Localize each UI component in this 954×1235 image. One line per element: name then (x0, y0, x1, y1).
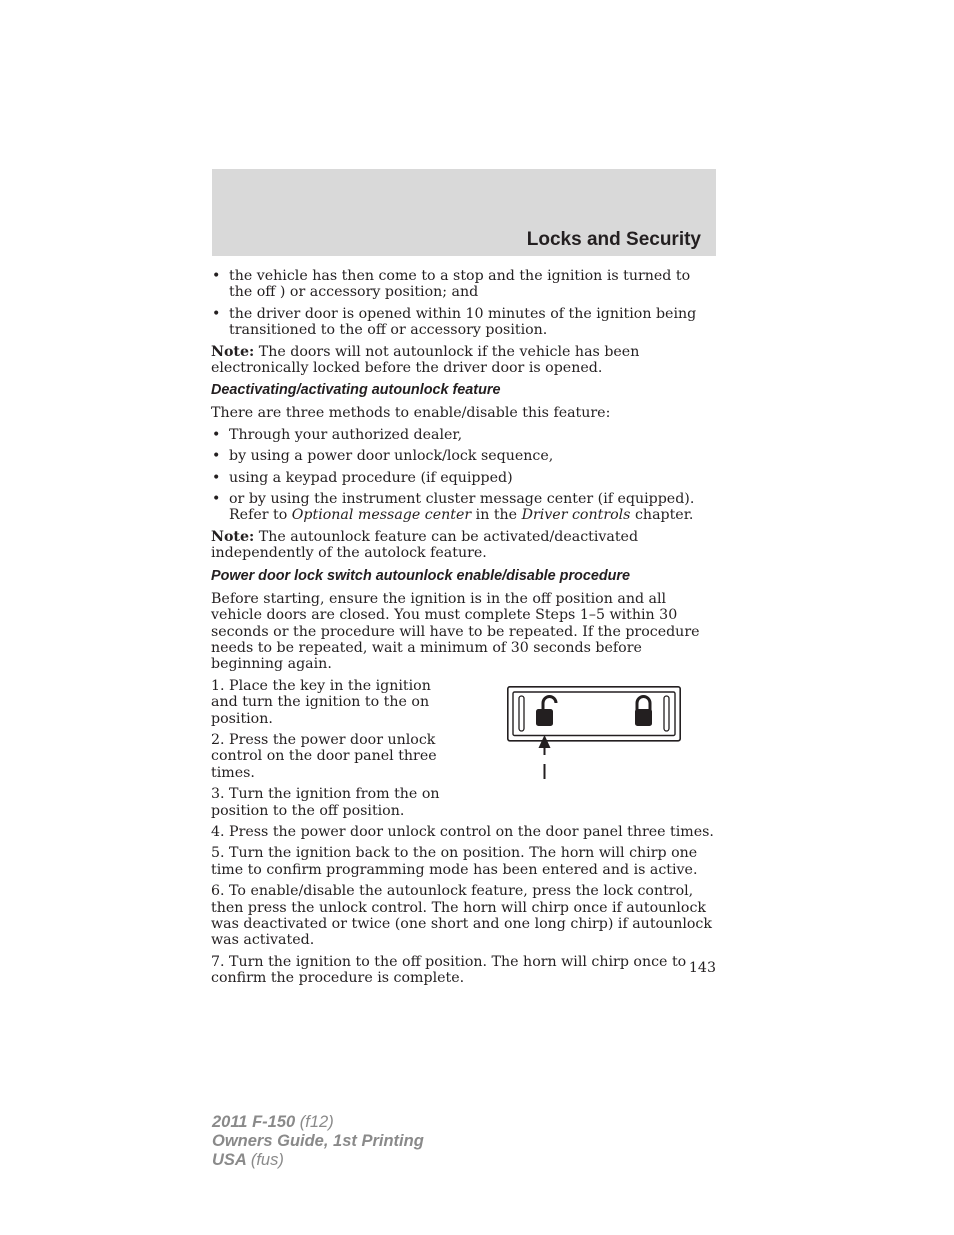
step: 2. Press the power door unlock control on the door panel three times. (211, 731, 437, 781)
note-paragraph: Note: The doors will not autounlock if the vehicle has been electronically locked before the driver door is opened. (211, 343, 640, 377)
page-number: 143 (688, 960, 716, 976)
paragraph: There are three methods to enable/disable this feature: (211, 405, 611, 422)
step: 1. Place the key in the ignition and turn the ignition to the on position. (211, 677, 431, 727)
unlock-icon (536, 696, 556, 726)
list-item: • or by using the instrument cluster message center (if equipped). Refer to Optional message center in the Driver controls chapter. (212, 491, 695, 524)
steps-with-figure (211, 678, 717, 819)
note-label: Note: (211, 343, 255, 360)
step: 3. Turn the ignition from the on position to the off position. (211, 786, 440, 819)
section-heading: Power door lock switch autounlock enable/disable procedure (211, 567, 631, 584)
step: 5. Turn the ignition back to the on position. The horn will chirp one time to confirm programming mode has been entered and is active. (211, 845, 698, 878)
step: 6. To enable/disable the autounlock feature, press the lock control, then press the unlock control. The horn will chirp once if autounlock was deactivated or twice (one short and one long chirp) if autounlock was activated. (211, 883, 712, 949)
section-header-band (212, 169, 716, 256)
cross-reference: Optional message center (291, 507, 472, 524)
bullet-icon: • (212, 268, 221, 284)
list-item: • the driver door is opened within 10 minutes of the ignition being transitioned to the off or accessory position. (212, 305, 697, 339)
list-item: • Through your authorized dealer, (212, 426, 463, 443)
list-item: • by using a power door unlock/lock sequence, (212, 448, 554, 465)
section-title: Locks and Security (526, 229, 701, 250)
bullet-icon: • (212, 448, 221, 465)
bullet-icon: • (212, 305, 221, 322)
note-label: Note: (211, 528, 255, 545)
section-heading: Deactivating/activating autounlock feature (211, 382, 501, 399)
list-item: • using a keypad procedure (if equipped) (212, 469, 513, 486)
bullet-icon: • (212, 491, 221, 508)
note-paragraph: Note: The autounlock feature can be activated/deactivated independently of the autolock feature. (211, 528, 639, 562)
lock-icon (635, 696, 652, 726)
step: 7. Turn the ignition to the off position. The horn will chirp once to confirm the procedure is complete. (211, 953, 687, 987)
cross-reference: Driver controls (521, 507, 631, 524)
paragraph: Before starting, ensure the ignition is in the off position and all vehicle doors are closed. You must complete Steps 1–5 within 30 seconds or the procedure will have to be repeated. If the procedure needs to be repeated, wait a minimum of 30 seconds before beginning again. (211, 590, 700, 673)
door-lock-switch-illustration (507, 686, 681, 784)
bullet-icon: • (212, 426, 221, 443)
page-content (211, 268, 717, 992)
list-item: • the vehicle has then come to a stop and the ignition is turned to the off ) or accessory position; and (212, 268, 691, 301)
bullet-icon: • (212, 469, 221, 486)
step: 4. Press the power door unlock control on the door panel three times. (211, 823, 714, 840)
document-footer: 2011 F-150 (f12) Owners Guide, 1st Printing USA (fus) (212, 1113, 424, 1169)
